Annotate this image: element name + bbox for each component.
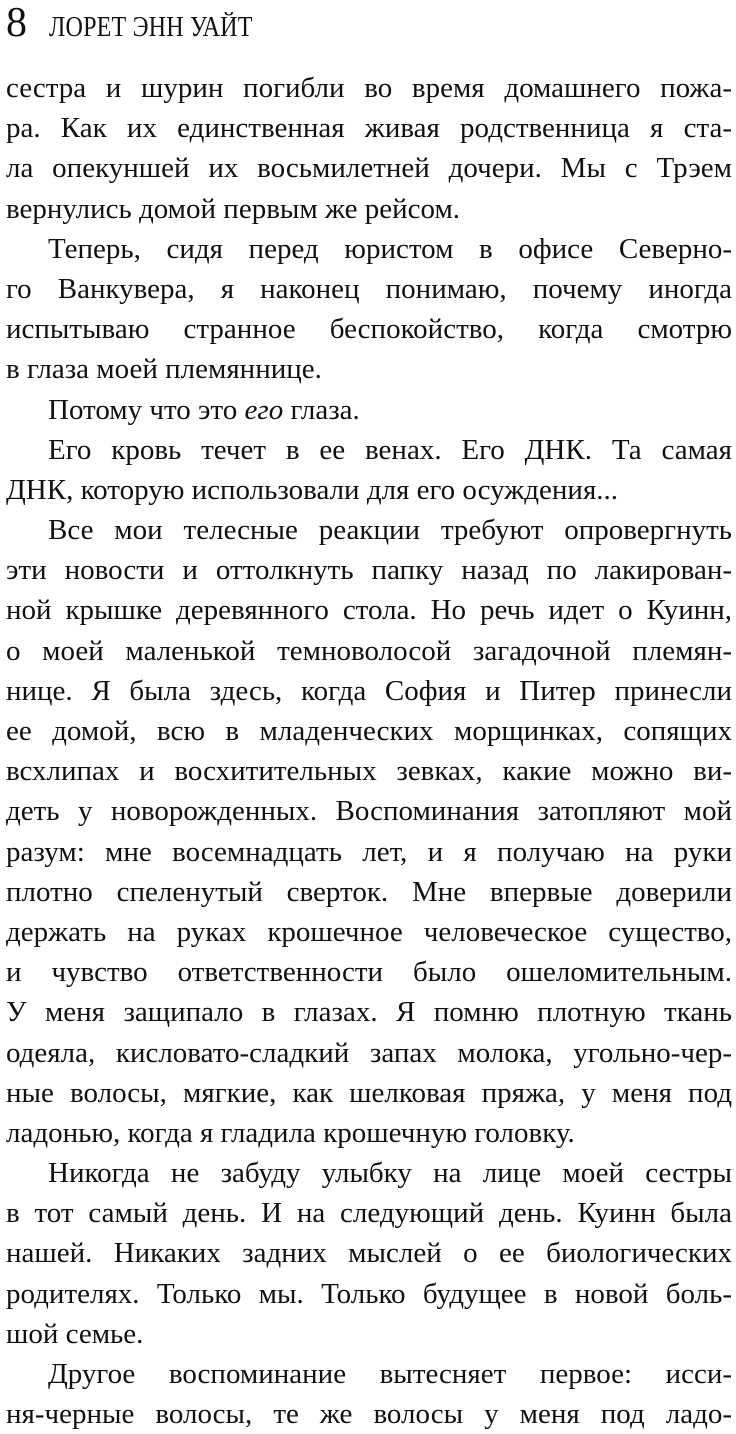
- page-number: 8: [6, 0, 27, 46]
- text-line: Другое воспоминание вытесняет первое: исси-: [48, 1358, 732, 1390]
- text-line: ные волосы, мягкие, как шелковая пряжа, у меня под: [6, 1076, 732, 1109]
- text-line: ДНК, которую использовали для его осуждения...: [6, 473, 619, 506]
- text-line: ла опекуншей их восьмилетней дочери. Мы с Трэем: [6, 152, 732, 185]
- text-line: ладонью, когда я гладила крошечную головку.: [6, 1116, 575, 1149]
- text-line: нашей. Никаких задних мыслей о ее биологических: [6, 1237, 732, 1270]
- emphasized-word: его: [244, 393, 284, 426]
- text-line: ра. Как их единственная живая родственница я ста-: [6, 112, 732, 145]
- text-line: родителях. Только мы. Только будущее в новой боль-: [6, 1277, 732, 1310]
- text-line: деть у новорожденных. Воспоминания затопляют мой: [6, 795, 732, 828]
- text-line-with-emphasis: [6, 390, 732, 430]
- text-line: Его кровь течет в ее венах. Его ДНК. Та самая: [48, 433, 732, 466]
- text-fragment: глаза.: [283, 393, 360, 426]
- running-head: ЛОРЕТ ЭНН УАЙТ: [49, 12, 253, 43]
- text-line: вернулись домой первым же рейсом.: [6, 192, 461, 225]
- text-line: Теперь, сидя перед юристом в офисе Северно-: [48, 232, 732, 265]
- text-line: ее домой, всю в младенческих морщинках, сопящих: [6, 715, 732, 747]
- body-text: [6, 68, 732, 1434]
- text-line: в глаза моей племяннице.: [6, 353, 322, 386]
- text-line: одеяла, кисловато-сладкий запах молока, угольно-чер-: [6, 1036, 732, 1069]
- text-line: Все мои телесные реакции требуют опровергнуть: [48, 514, 732, 547]
- text-line: шой семье.: [6, 1317, 144, 1350]
- text-line: У меня защипало в глазах. Я помню плотную ткань: [6, 996, 732, 1029]
- text-line: о моей маленькой темноволосой загадочной племян-: [6, 634, 732, 667]
- text-line: всхлипах и восхитительных зевках, какие можно ви-: [6, 755, 732, 788]
- text-fragment: Потому что это: [48, 393, 245, 426]
- text-line: и чувство ответственности было ошеломительным.: [6, 956, 732, 989]
- text-line: эти новости и оттолкнуть папку назад по лакирован-: [6, 554, 732, 587]
- text-line: ня-черные волосы, те же волосы у меня под ладо-: [6, 1398, 732, 1431]
- text-line: плотно спеленутый сверток. Мне впервые доверили: [6, 875, 732, 908]
- text-line: испытываю странное беспокойство, когда смотрю: [6, 313, 732, 346]
- text-line: нице. Я была здесь, когда София и Питер принесли: [6, 674, 732, 707]
- text-line: держать на руках крошечное человеческое существо,: [6, 915, 732, 948]
- page-header: [6, 0, 286, 50]
- text-line: в тот самый день. И на следующий день. Куинн была: [6, 1197, 732, 1230]
- text-line: разум: мне восемнадцать лет, и я получаю на руки: [6, 835, 732, 868]
- text-line: ной крышке деревянного стола. Но речь идет о Куинн,: [6, 594, 732, 627]
- text-line: го Ванкувера, я наконец понимаю, почему иногда: [6, 272, 732, 305]
- text-line: Никогда не забуду улыбку на лице моей сестры: [48, 1157, 732, 1190]
- text-line: сестра и шурин погибли во время домашнего пожа-: [6, 72, 732, 104]
